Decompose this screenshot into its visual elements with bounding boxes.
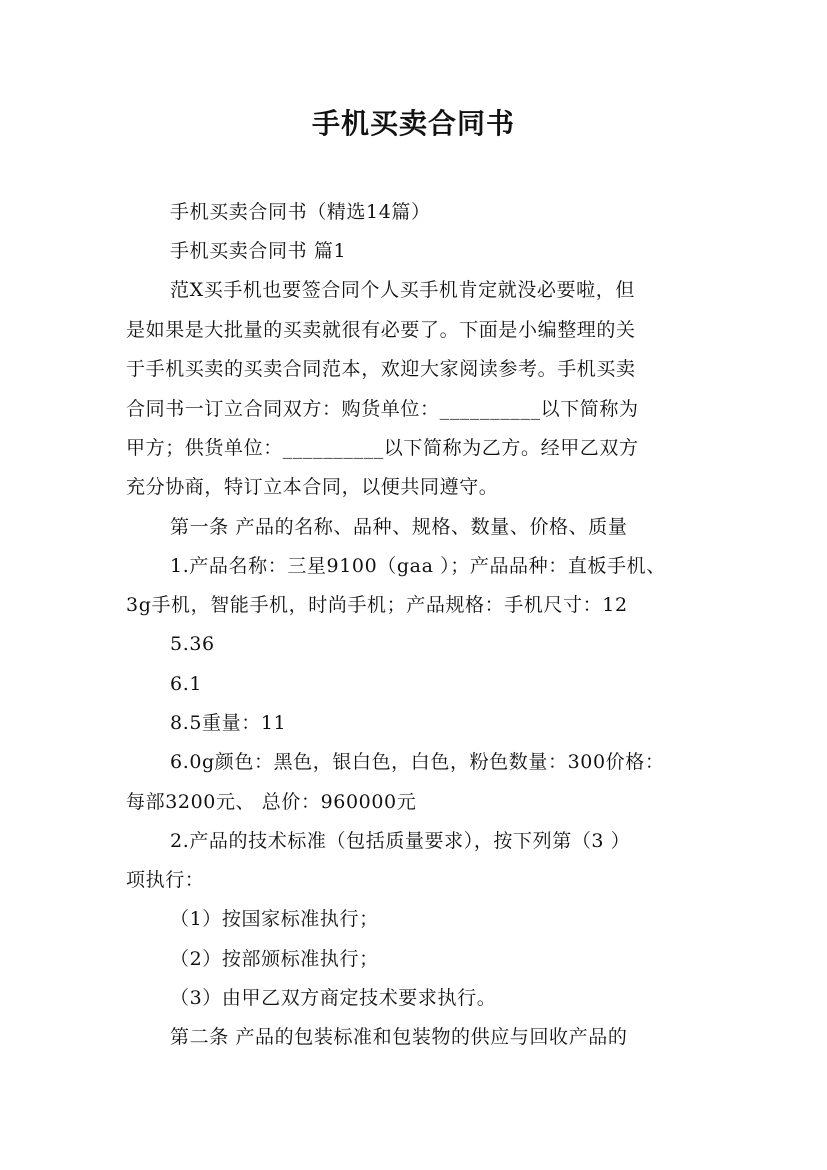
paragraph-line: 1.产品名称：三星9100（gaa ）；产品品种：直板手机、	[170, 555, 666, 577]
paragraph-line: 甲方；供货单位：__________以下简称为乙方。经甲乙双方	[126, 437, 639, 459]
subtitle-line: 手机买卖合同书（精选14篇）	[170, 201, 431, 223]
paragraph-line: 每部3200元、 总价：960000元	[126, 791, 417, 813]
paragraph-line: 于手机买卖的买卖合同范本，欢迎大家阅读参考。手机买卖	[126, 358, 636, 380]
article-heading: 第二条 产品的包装标准和包装物的供应与回收产品的	[170, 1026, 628, 1048]
paragraph-line: 项执行：	[126, 869, 205, 891]
list-item: （2）按部颁标准执行；	[170, 948, 379, 970]
paragraph-line: 6.0g颜色：黑色，银白色，白色，粉色数量：300价格：	[170, 751, 665, 773]
paragraph-line: 范X买手机也要签合同个人买手机肯定就没必要啦，但	[170, 279, 635, 301]
article-heading: 第一条 产品的名称、品种、规格、数量、价格、质量	[170, 516, 628, 538]
document-title: 手机买卖合同书	[311, 107, 515, 140]
paragraph-line: 3g手机，智能手机，时尚手机；产品规格：手机尺寸：12	[126, 594, 628, 616]
paragraph-line: 是如果是大批量的买卖就很有必要了。下面是小编整理的关	[126, 319, 636, 341]
list-item: （3）由甲乙双方商定技术要求执行。	[170, 987, 497, 1009]
paragraph-line: 6.1	[170, 673, 203, 695]
paragraph-line: 合同书一订立合同双方：购货单位：__________以下简称为	[126, 398, 639, 420]
paragraph-line: 8.5重量：11	[170, 712, 287, 734]
paragraph-line: 5.36	[170, 633, 215, 655]
list-item: （1）按国家标准执行；	[170, 908, 379, 930]
section-heading: 手机买卖合同书 篇1	[170, 240, 347, 262]
paragraph-line: 2.产品的技术标准（包括质量要求），按下列第（3 ）	[170, 830, 631, 852]
paragraph-line: 充分协商，特订立本合同，以便共同遵守。	[126, 476, 499, 498]
